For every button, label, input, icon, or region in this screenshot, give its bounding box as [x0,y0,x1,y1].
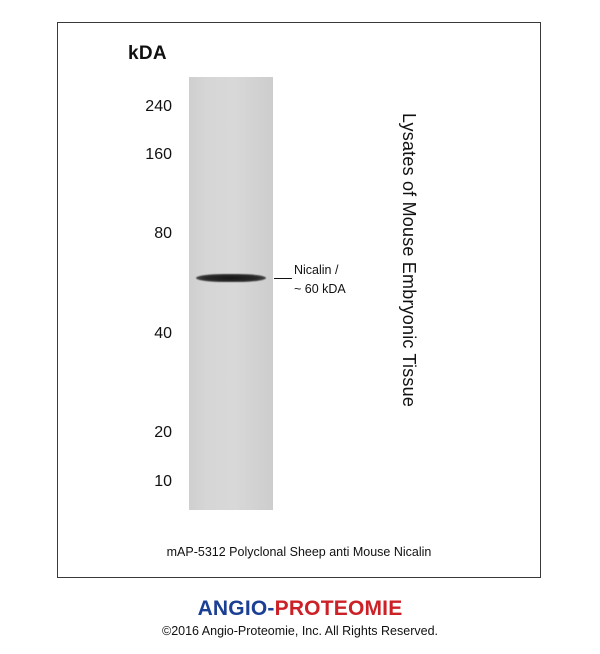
sample-description-label: Lysates of Mouse Embryonic Tissue [399,113,419,408]
band-label-name: Nicalin / [294,263,339,277]
gel-lane [189,77,273,510]
logo-text-dash: - [267,597,275,620]
mw-marker-40: 40 [154,325,172,342]
kda-axis-title: kDA [128,43,167,64]
mw-marker-10: 10 [154,473,172,490]
company-logo [0,597,600,621]
figure-caption: mAP-5312 Polyclonal Sheep anti Mouse Nicalin [166,545,432,559]
protein-band-nicalin [196,274,266,282]
mw-marker-20: 20 [154,424,172,441]
logo-text-angio: ANGIO [197,597,268,620]
band-pointer-line [274,278,292,279]
mw-marker-240: 240 [145,98,172,115]
logo-text-proteomie: PROTEOMIE [274,597,403,620]
copyright-notice: ©2016 Angio-Proteomie, Inc. All Rights Reserved. [161,624,439,638]
mw-marker-80: 80 [154,225,172,242]
band-label-size: ~ 60 kDA [294,282,346,296]
mw-marker-160: 160 [145,146,172,163]
